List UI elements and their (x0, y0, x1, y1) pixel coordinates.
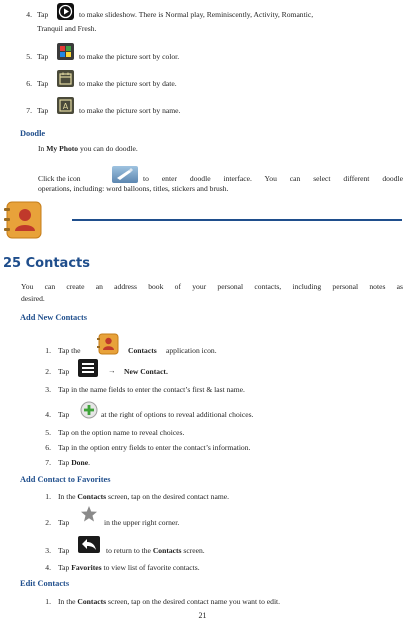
section-heading-doodle: Doodle (20, 129, 46, 138)
step-bold-contacts: Contacts (77, 492, 107, 501)
text: screen, tap on the desired contact name you want to edit. (106, 597, 281, 606)
list-number: 1. (45, 346, 51, 355)
doodle-line-2b: to enter doodle interface. You can select different doodle (143, 174, 403, 183)
arrow-icon: → (108, 366, 116, 375)
text: you can do doodle. (78, 144, 138, 153)
list-number: 6. (45, 443, 51, 452)
step-text: Tap in the option entry fields to enter the contact’s information. (58, 443, 251, 452)
text: . (88, 458, 90, 467)
section-heading-add-new-contacts: Add New Contacts (20, 313, 87, 322)
chapter-intro-line-1: You can create an address book of your personal contacts, including personal notes as (21, 282, 403, 291)
text: screen. (181, 546, 205, 555)
step-text: Tap on the option name to reveal choices. (58, 428, 185, 437)
list-number: 2. (45, 518, 51, 527)
section-heading-favorites: Add Contact to Favorites (20, 475, 111, 484)
star-icon (80, 505, 98, 523)
play-slideshow-icon (57, 3, 74, 20)
back-icon (78, 536, 100, 553)
step-text: at the right of options to reveal additional choices. (101, 410, 254, 419)
step-text: Tap the (58, 346, 81, 355)
menu-icon (78, 359, 98, 377)
step-bold-contacts: Contacts (152, 546, 182, 555)
doodle-line-2a: Click the icon (38, 174, 81, 183)
text: In (38, 144, 47, 153)
list-text: to make the picture sort by date. (79, 79, 177, 88)
text: Tap (58, 458, 72, 467)
list-text: to make slideshow. There is Normal play, Reminiscently, Activity, Romantic, (79, 10, 314, 19)
list-number: 5. (26, 52, 32, 61)
contacts-app-icon (96, 333, 120, 355)
app-name-my-photo: My Photo (46, 144, 79, 153)
step-bold-new-contact: New Contact. (124, 367, 168, 376)
list-text: Tap (37, 52, 49, 61)
list-number: 4. (26, 10, 32, 19)
step-text: Tap (58, 546, 70, 555)
step-text: Tap (58, 518, 70, 527)
text: In the (58, 597, 78, 606)
list-text: to make the picture sort by color. (79, 52, 180, 61)
list-text: to make the picture sort by name. (79, 106, 181, 115)
step-bold-favorites: Favorites (71, 563, 102, 572)
step-text-done (58, 458, 90, 467)
list-text: Tap (37, 79, 49, 88)
list-text: Tap (37, 106, 49, 115)
chapter-intro-line-2: desired. (21, 294, 45, 303)
chapter-rule (72, 219, 402, 221)
list-number: 4. (45, 410, 51, 419)
step-text: application icon. (166, 346, 217, 355)
chapter-title: 25 Contacts (3, 256, 90, 271)
text: In the (58, 492, 78, 501)
page-number: 21 (198, 611, 207, 620)
list-number: 3. (45, 546, 51, 555)
step-text: Tap (58, 367, 70, 376)
list-number: 1. (45, 492, 51, 501)
list-text-cont: Tranquil and Fresh. (37, 24, 97, 33)
add-icon (80, 401, 98, 419)
step-bold-contacts: Contacts (128, 346, 157, 355)
doodle-line-1 (38, 144, 138, 153)
name-sort-icon (57, 97, 74, 114)
date-sort-icon (57, 70, 74, 87)
section-heading-edit-contacts: Edit Contacts (20, 579, 70, 588)
svg-text:A: A (62, 102, 69, 111)
list-number: 1. (45, 597, 51, 606)
color-sort-icon (57, 43, 74, 60)
step-text: in the upper right corner. (104, 518, 180, 527)
list-number: 4. (45, 563, 51, 572)
text: Tap (58, 563, 72, 572)
doodle-icon (112, 166, 138, 183)
text: screen, tap on the desired contact name. (106, 492, 230, 501)
contacts-book-icon (3, 200, 47, 240)
list-number: 3. (45, 385, 51, 394)
text: to return to the (106, 546, 153, 555)
doodle-line-3: operations, including: word balloons, titles, stickers and brush. (38, 184, 229, 193)
step-text: Tap in the name fields to enter the contact’s first & last name. (58, 385, 245, 394)
step-text (58, 597, 280, 606)
list-number: 2. (45, 367, 51, 376)
list-text: Tap (37, 10, 49, 19)
step-bold-contacts: Contacts (77, 597, 107, 606)
text: to view list of favorite contacts. (101, 563, 200, 572)
step-text (58, 563, 200, 572)
list-number: 7. (45, 458, 51, 467)
step-text: Tap (58, 410, 70, 419)
step-text (58, 492, 229, 501)
step-bold-done: Done (71, 458, 89, 467)
list-number: 6. (26, 79, 32, 88)
list-number: 7. (26, 106, 32, 115)
step-text (106, 546, 205, 555)
list-number: 5. (45, 428, 51, 437)
